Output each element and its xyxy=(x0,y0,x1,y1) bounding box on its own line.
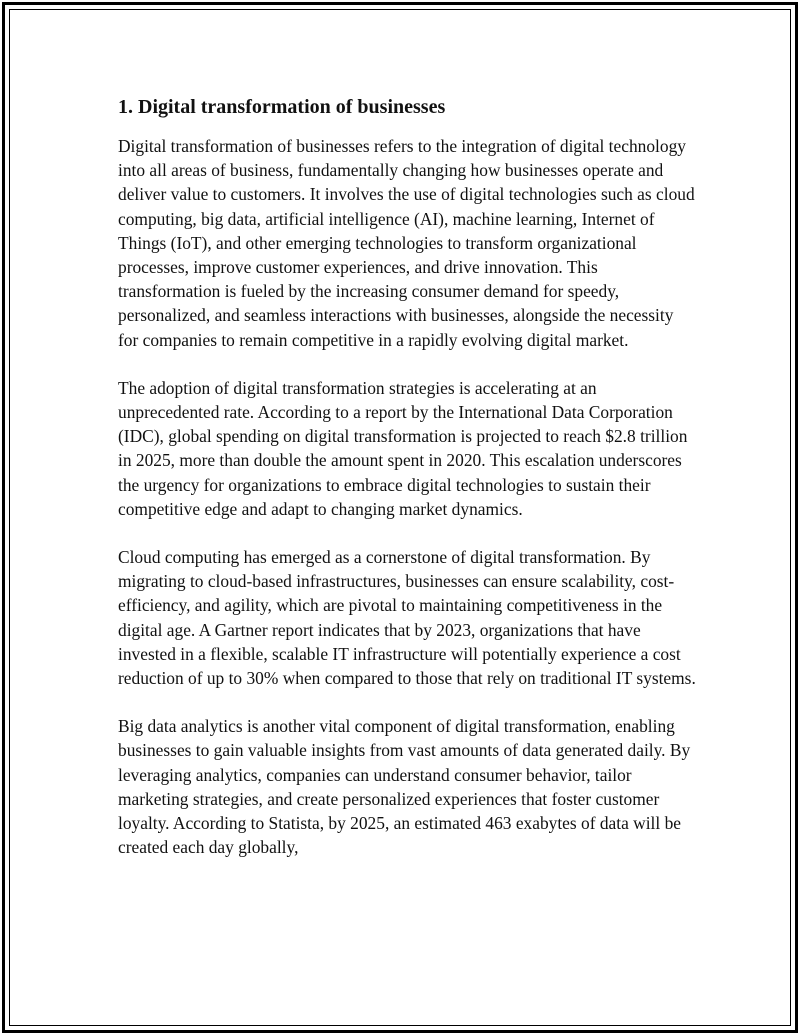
paragraph-intro: Digital transformation of businesses refers to the integration of digital technology into all areas of business, fundamentally changing how businesses operate and deliver value to customers. It involves the use of digital technologies such as cloud computing, big data, artificial intelligence (AI), machine learning, Internet of Things (IoT), and other emerging technologies to transform organizational processes, improve customer experiences, and drive innovation. This transformation is fueled by the increasing consumer demand for speedy, personalized, and seamless interactions with businesses, alongside the necessity for companies to remain competitive in a rapidly evolving digital market. xyxy=(118,136,695,350)
section-heading: 1. Digital transformation of businesses xyxy=(118,96,446,118)
paragraph-cloud-computing: Cloud computing has emerged as a cornerstone of digital transformation. By migrating to cloud-based infrastructures, businesses can ensure scalability, cost-efficiency, and agility, which are pivotal to maintaining competitiveness in the digital age. A Gartner report indicates that by 2023, organizations that have invested in a flexible, scalable IT infrastructure will potentially experience a cost reduction of up to 30% when compared to those that rely on traditional IT systems. xyxy=(118,547,696,689)
paragraph-adoption: The adoption of digital transformation strategies is accelerating at an unprecedented rate. According to a report by the International Data Corporation (IDC), global spending on digital transformation is projected to reach $2.8 trillion in 2025, more than double the amount spent in 2020. This escalation underscores the urgency for organizations to embrace digital technologies to sustain their competitive edge and adapt to changing market dynamics. xyxy=(118,377,688,519)
document-body xyxy=(118,94,698,859)
paragraph-big-data: Big data analytics is another vital component of digital transformation, enabling businesses to gain valuable insights from vast amounts of data generated daily. By leveraging analytics, companies can understand consumer behavior, tailor marketing strategies, and create personalized experiences that foster customer loyalty. According to Statista, by 2025, an estimated 463 exabytes of data will be created each day globally, xyxy=(118,716,691,858)
